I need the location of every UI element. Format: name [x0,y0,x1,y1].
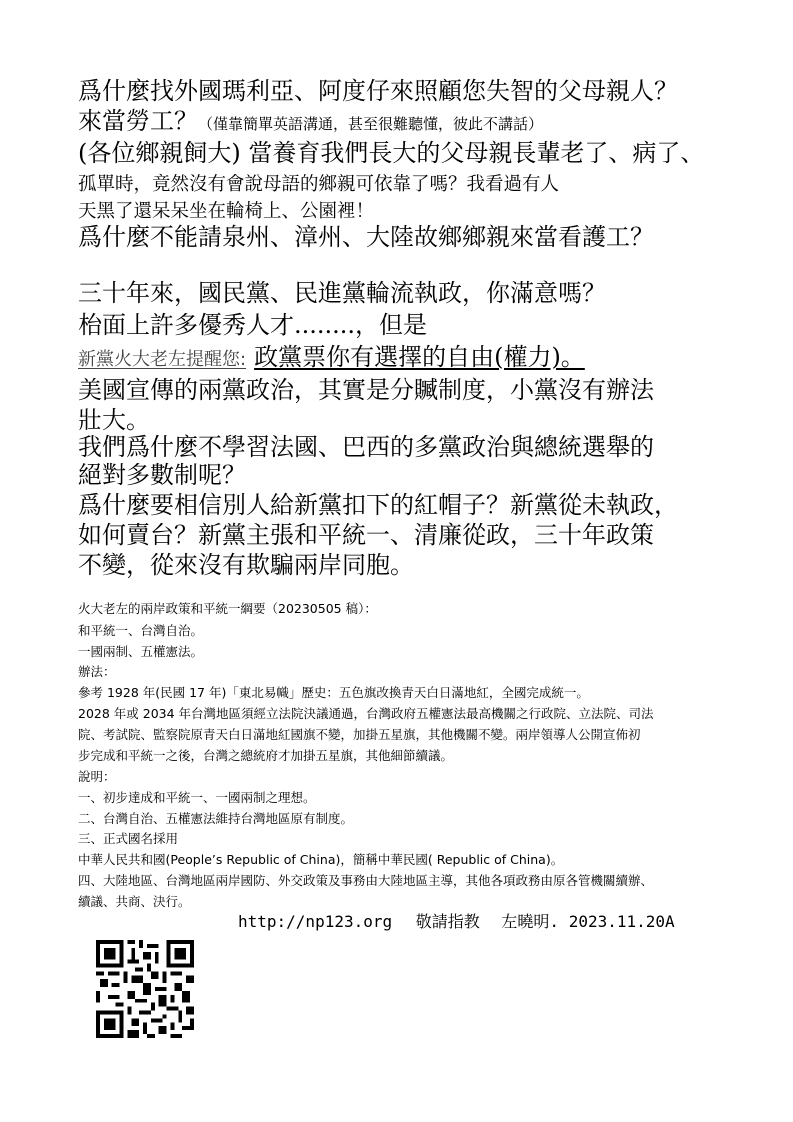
closing-text: 敬請指教 [415,912,480,931]
explain-1: 一、初步達成和平統一、一國兩制之理想。 [78,790,316,805]
explain-3b: 中華人民共和國(People’s Republic of China)，簡稱中華民國( Republic of China)。 [78,852,564,867]
line-9 [78,342,585,372]
method-2b: 院、考試院、監察院原青天白日滿地紅國旗不變，加掛五星旗，其他機關不變。兩岸領導人公開宣佈初 [78,727,641,742]
qr-code-icon[interactable] [96,940,194,1038]
line-5: 天黑了還呆呆坐在輪椅上、公園裡！ [78,201,375,222]
explain-2: 二、台灣自治、五權憲法維持台灣地區原有制度。 [78,811,354,826]
line-6: 爲什麼不能請泉州、漳州、大陸故鄉鄉親來當看護工？ [78,223,654,251]
line-4: 孤單時，竟然沒有會說母語的鄉親可依靠了嗎？我看過有人 [78,174,560,195]
footer [238,909,675,932]
line-2-main: 來當勞工？ [78,107,198,135]
line-3: (各位鄉親飼大) 當養育我們長大的父母親長輩老了、病了、 [78,139,705,167]
method-2c: 步完成和平統一之後，台灣之總統府才加掛五星旗，其他細節續議。 [78,748,454,763]
method-2a: 2028 年或 2034 年台灣地區須經立法院決議通過，台灣政府五權憲法最高機關之行政院、立法院、司法 [78,706,654,721]
reminder-label: 新黨火大老左提醒您: [78,349,247,370]
signature: 左曉明. 2023.11.20A [501,912,675,931]
outline-title: 火大老左的兩岸政策和平統一綱要（20230505 稿）： [78,601,377,616]
method-1: 參考 1928 年(民國 17 年)「東北易幟」歷史：五色旗改換青天白日滿地紅，全國完成統一。 [78,685,589,700]
line-2-note: （僅靠簡單英語溝通，甚至很難聽懂，彼此不講話） [198,115,544,133]
line-12: 我們爲什麼不學習法國、巴西的多黨政治與總統選舉的 [78,433,654,461]
line-16: 不變，從來沒有欺騙兩岸同胞。 [78,551,414,579]
outline-point-1: 和平統一、台灣自治。 [78,623,204,638]
line-15: 如何賣台？新黨主張和平統一、清廉從政，三十年政策 [78,521,654,549]
line-2 [78,106,543,136]
reminder-slogan: 政黨票你有選擇的自由(權力)。 [254,343,585,371]
explain-4b: 續議、共商、決行。 [78,894,191,909]
line-14: 爲什麼要相信別人給新黨扣下的紅帽子？新黨從未執政， [78,491,678,519]
line-11: 壯大。 [78,406,150,434]
line-7: 三十年來，國民黨、民進黨輪流執政，你滿意嗎？ [78,279,606,307]
line-8: 枱面上許多優秀人才........，但是 [78,311,428,339]
method-label: 辦法： [78,664,116,679]
explain-3: 三、正式國名採用 [78,831,179,846]
website-link[interactable]: http://np123.org [238,912,393,931]
line-1: 爲什麼找外國瑪利亞、阿度仔來照顧您失智的父母親人？ [78,77,678,105]
line-13: 絕對多數制呢？ [78,461,246,489]
explain-label: 說明： [78,769,116,784]
line-10: 美國宣傳的兩黨政治，其實是分贓制度，小黨沒有辦法 [78,376,654,404]
outline-point-2: 一國兩制、五權憲法。 [78,644,204,659]
explain-4a: 四、大陸地區、台灣地區兩岸國防、外交政策及事務由大陸地區主導，其他各項政務由原各管機關續辦、 [78,873,654,888]
